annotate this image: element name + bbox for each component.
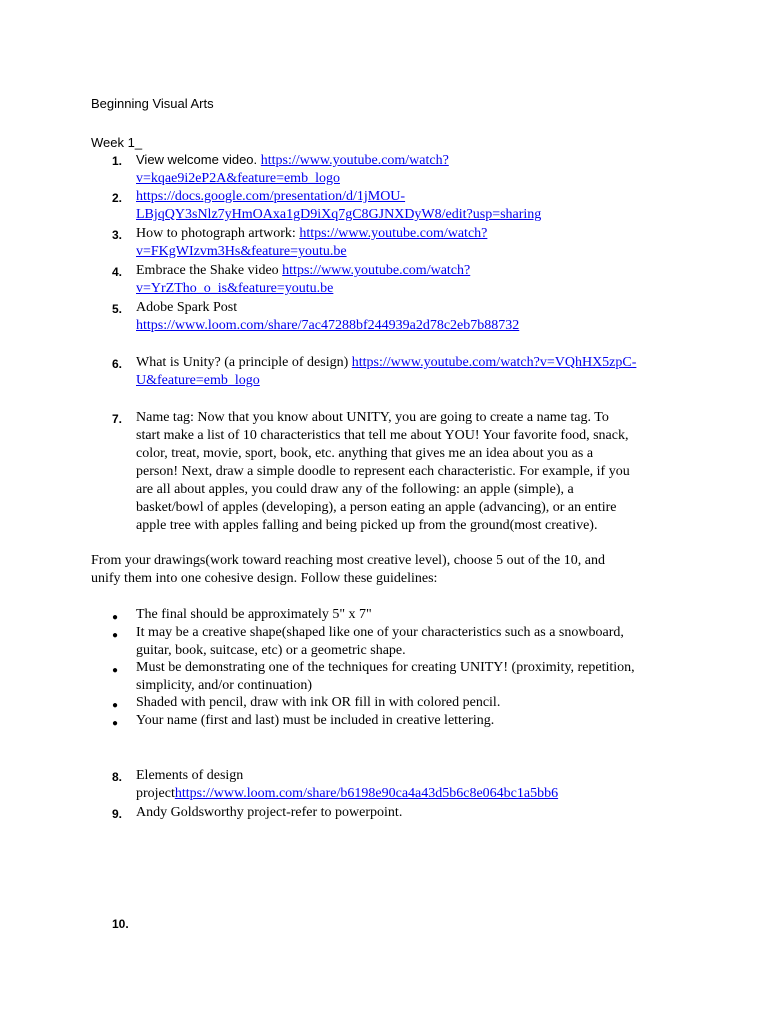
bullet-line: simplicity, and/or continuation): [136, 678, 313, 693]
list-item: [136, 767, 696, 803]
item-number: 6.: [112, 357, 123, 371]
bullet-line: It may be a creative shape(shaped like one of your characteristics such as a snowboard,: [136, 625, 624, 640]
bullet-line: Shaded with pencil, draw with ink OR fill in with colored pencil.: [136, 695, 501, 710]
list-item: [136, 354, 696, 390]
elements-design-loom-link[interactable]: https://www.loom.com/share/b6198e90ca4a43d5b6c8e064bc1a5bb6: [174, 786, 559, 801]
google-slides-link-cont[interactable]: LBjqQY3sNlz7yHmOAxa1gD9iXq7gC8GJNXDyW8/edit?usp=sharing: [136, 207, 542, 222]
photograph-artwork-link-cont[interactable]: v=FKgWIzvm3Hs&feature=youtu.be: [136, 244, 347, 259]
welcome-video-link-cont[interactable]: v=kqae9i2eP2A&feature=emb_logo: [136, 171, 340, 186]
item-line: start make a list of 10 characteristics that tell me about YOU! Your favorite food, snack,: [136, 428, 629, 443]
bullet-item: [136, 712, 696, 730]
item-text: project: [136, 786, 175, 801]
item-line: color, treat, movie, sport, book, etc. anything that gives me an idea about you as a: [136, 446, 594, 461]
item-text: View welcome video.: [136, 152, 261, 167]
item-number: 2.: [112, 191, 123, 205]
item-number: 9.: [112, 807, 123, 821]
bullet-line: Must be demonstrating one of the techniques for creating UNITY! (proximity, repetition,: [136, 660, 635, 675]
google-slides-link[interactable]: https://docs.google.com/presentation/d/1jMOU-: [136, 189, 406, 204]
item-text: How to photograph artwork:: [136, 226, 300, 241]
bullet-line: The final should be approximately 5" x 7": [136, 607, 372, 622]
paragraph-line: unify them into one cohesive design. Follow these guidelines:: [91, 571, 438, 586]
embrace-shake-link[interactable]: https://www.youtube.com/watch?: [282, 263, 471, 278]
bullet-icon: ●: [112, 718, 119, 729]
item-number: 8.: [112, 770, 123, 784]
item-text: Embrace the Shake video: [136, 263, 283, 278]
list-item: [136, 151, 696, 188]
spark-post-loom-link[interactable]: https://www.loom.com/share/7ac47288bf244939a2d78c2eb7b88732: [136, 318, 520, 333]
item-line: are all about apples, you could draw any of the following: an apple (simple), a: [136, 482, 574, 497]
bullet-icon: ●: [112, 612, 119, 623]
item-text: Elements of design: [136, 768, 244, 783]
photograph-artwork-link[interactable]: https://www.youtube.com/watch?: [299, 226, 488, 241]
item-number: 4.: [112, 265, 123, 279]
list-item: [136, 409, 696, 535]
item-line: person! Next, draw a simple doodle to represent each characteristic. For example, if you: [136, 464, 630, 479]
bullet-item: [136, 659, 696, 695]
bullet-item: [136, 606, 696, 624]
list-item: [136, 262, 696, 298]
guidelines-paragraph: [91, 552, 691, 588]
item-text: Andy Goldsworthy project-refer to powerpoint.: [136, 805, 403, 820]
item-text: Adobe Spark Post: [136, 300, 238, 315]
document-title: Beginning Visual Arts: [91, 96, 214, 111]
paragraph-line: From your drawings(work toward reaching most creative level), choose 5 out of the 10, and: [91, 553, 605, 568]
bullet-line: Your name (first and last) must be included in creative lettering.: [136, 713, 495, 728]
bullet-item: [136, 624, 696, 660]
list-item: [136, 299, 696, 335]
bullet-icon: ●: [112, 700, 119, 711]
list-item: [136, 188, 696, 224]
item-line: basket/bowl of apples (developing), a person eating an apple (advancing), or an entire: [136, 500, 617, 515]
item-number: 5.: [112, 302, 123, 316]
item-number: 10.: [112, 917, 129, 931]
item-line: apple tree with apples falling and being picked up from the ground(most creative).: [136, 518, 598, 533]
item-text: What is Unity? (a principle of design): [136, 355, 352, 370]
list-item: [136, 225, 696, 261]
item-number: 1.: [112, 154, 123, 168]
item-line: Name tag: Now that you know about UNITY, you are going to create a name tag. To: [136, 410, 609, 425]
list-item: [136, 804, 696, 822]
embrace-shake-link-cont[interactable]: v=YrZTho_o_is&feature=youtu.be: [136, 281, 334, 296]
unity-video-link[interactable]: https://www.youtube.com/watch?v=VQhHX5zpC-: [351, 355, 637, 370]
unity-video-link-cont[interactable]: U&feature=emb_logo: [136, 373, 260, 388]
bullet-icon: ●: [112, 665, 119, 676]
item-number: 3.: [112, 228, 123, 242]
week-heading: Week 1_: [91, 135, 143, 150]
bullet-item: [136, 694, 696, 712]
item-number: 7.: [112, 412, 123, 426]
welcome-video-link[interactable]: https://www.youtube.com/watch?: [260, 153, 449, 168]
bullet-line: guitar, book, suitcase, etc) or a geometric shape.: [136, 643, 406, 658]
bullet-icon: ●: [112, 630, 119, 641]
